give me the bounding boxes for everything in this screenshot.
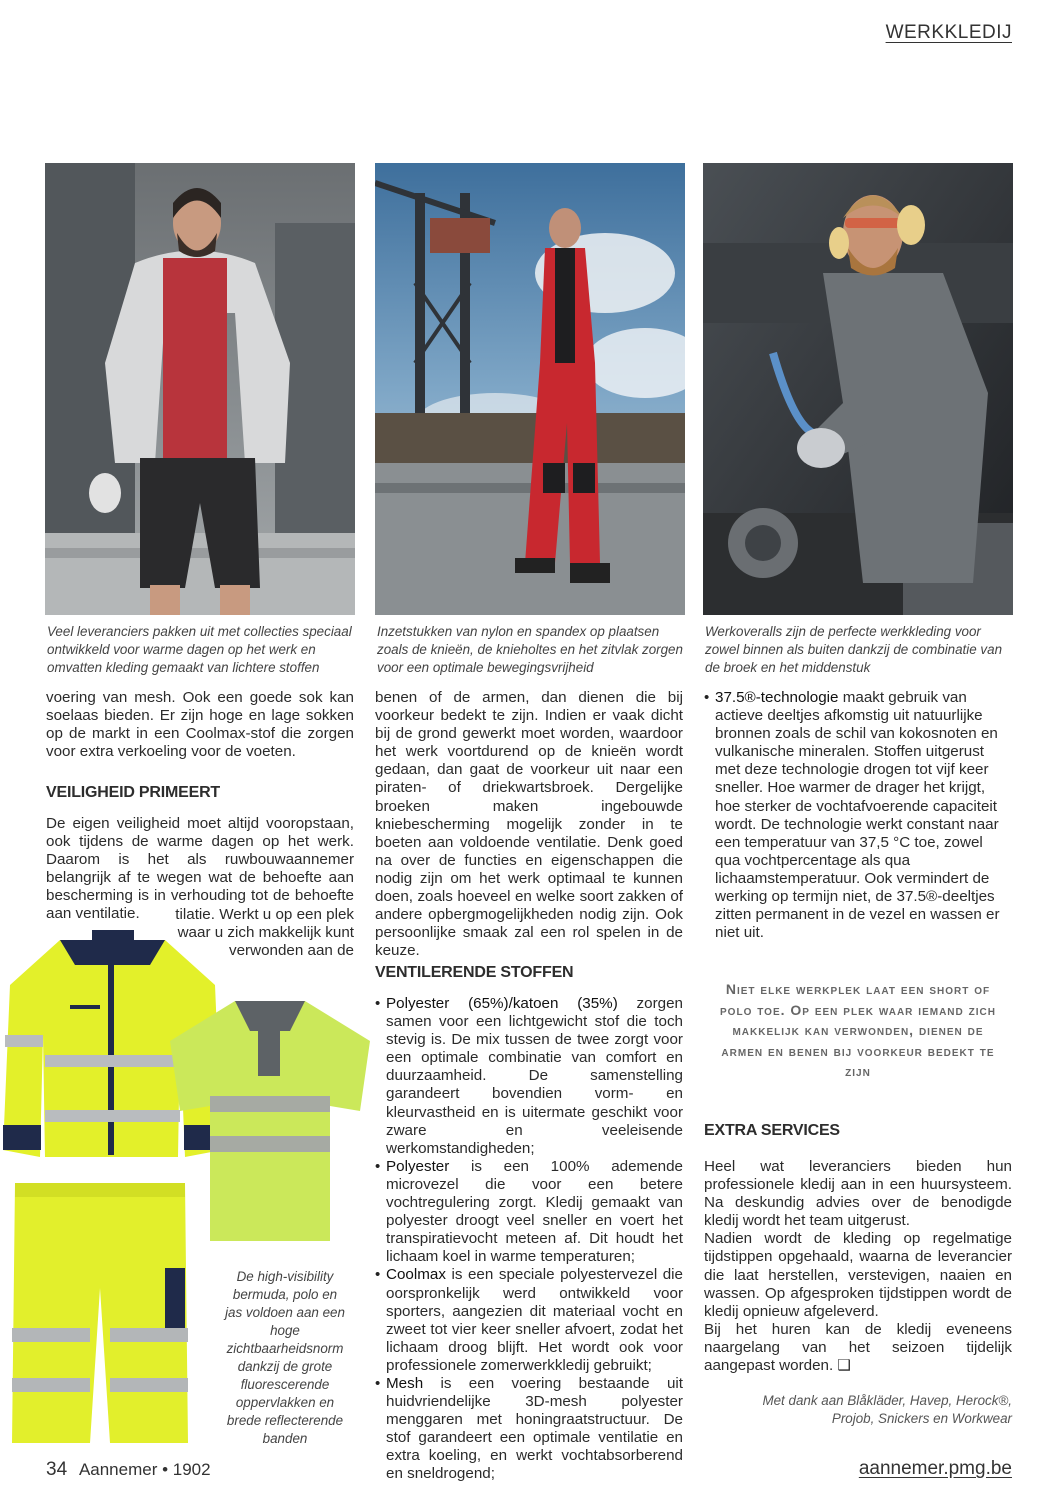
- list-item: • Mesh is een voering bestaande uit huidvriendelijke 3D-mesh polyester menggaren met honingraatstructuur. De stof garandeert een optimale ventilatie en extra koeling, en werkt vochtabsorberend en sneldrogend;: [375, 1375, 683, 1484]
- heading-veiligheid: VEILIGHEID PRIMEERT: [46, 784, 220, 801]
- list-item: • Polyester (65%)/katoen (35%) zorgen samen voor een lichtgewicht stof die toch stevig is. De mix tussen de twee zorgt voor een optimale combinatie van comfort en duurzaamheid. De samenstelling garandeert bovendien vorm- en kleurvastheid en is uitermate geschikt voor zware en veeleisende werkomstandigheden;: [375, 995, 683, 1158]
- photo-caption-2: Inzetstukken van nylon en spandex op plaatsen zoals de knieën, de knieholtes en het zitvlak zorgen voor een optimale bewegingsvrijheid: [377, 624, 683, 675]
- product-caption: De high-visibility bermuda, polo en jas voldoen aan een hoge zichtbaarheidsnorm dankzij de grote fluorescerende oppervlakken en brede reflecterende banden: [225, 1269, 345, 1446]
- col2-intro: benen of de armen, dan dienen die bij voorkeur bedekt te zijn. Indien er vaak dicht bij de grond gewerkt moet worden, waardoor het werk voortdurend op de knieën wordt gedaan, dan gaat de voorkeur uit naar een piraten- of driekwartsbroek. Dergelijke broeken maken ingebouwde kniebescherming mogelijk zonder in te boeten aan voldoende ventilatie. Denk goed na over de functies en eigenschappen die nodig zijn om het werk optimaal te kunnen doen, zoals hoeveel en welke soort zakken of andere opbergmogelijkheden nodig zijn. Ook persoonlijke smaak zal een rol spelen in de keuze.: [375, 689, 683, 960]
- magazine-issue: Aannemer • 1902: [78, 1460, 211, 1479]
- col1-para-tail: tilatie. Werkt u op een plek waar u zich makkelijk kunt verwonden aan de: [175, 906, 354, 960]
- photo-crane-worker: [375, 163, 685, 615]
- heading-extra-services: EXTRA SERVICES: [704, 1122, 840, 1139]
- photo-hoodie-worker: [45, 163, 355, 615]
- col1-para: De eigen veiligheid moet altijd vooropstaan, ook tijdens de warme dagen op het werk. Daarom is het als ruwbouwaannemer belangrijk af te wegen wat de behoefte aan bescherming is in verhouding tot de behoefte aan ventilatie.: [46, 815, 354, 923]
- website-link[interactable]: aannemer.pmg.be: [858, 1458, 1012, 1479]
- section-tag: WERKKLEDIJ: [885, 22, 1012, 43]
- heading-ventilerende: VENTILERENDE STOFFEN: [375, 964, 574, 981]
- photo-caption-3: Werkoveralls zijn de perfecte werkkleding voor zowel binnen als buiten dankzij de combinatie van de broek en het middenstuk: [705, 624, 1003, 675]
- pull-quote: Niet elke werkplek laat een short of polo toe. Op een plek waar iemand zich makkelijk kan verwonden, dienen de armen en benen bij voorkeur bedekt te zijn: [720, 981, 996, 1079]
- footer-left: [46, 1459, 211, 1481]
- technology-list: [704, 689, 1012, 942]
- acknowledgement: Met dank aan Blåkläder, Havep, Herock®, Projob, Snickers en Workwear: [762, 1393, 1012, 1426]
- list-item: • Polyester is een 100% ademende microvezel die voor een betere vochtregulering zorgt. Kledij gemaakt van polyester droogt veel sneller en voert het transpiratievocht meteen af. Dit houdt het lichaam koel in warme temperaturen;: [375, 1158, 683, 1267]
- photo-overall-worker: [703, 163, 1013, 615]
- col3-services: Heel wat leveranciers bieden hun professionele kledij aan in een huursysteem. Na deskundig advies over de benodigde kledij wordt het team uitgerust. Nadien wordt de kleding op regelmatige tijdstippen opgehaald, waarna de leverancier die laat herstellen, verstevigen, naaien en wassen. Op afgesproken tijdstippen wordt de kledij opnieuw afgeleverd. Bij het huren kan de kledij eveneens naargelang van het seizoen tijdelijk aangepast worden. ❑: [704, 1158, 1012, 1375]
- page-number: 34: [46, 1459, 68, 1480]
- fabric-list: [375, 995, 683, 1484]
- product-hiviz-bermuda: [10, 1178, 190, 1446]
- product-hiviz-polo: [165, 996, 375, 1246]
- col1-intro: voering van mesh. Ook een goede sok kan soelaas bieden. Er zijn hoge en lage sokken op de markt in een Coolmax-stof die zorgen voor extra verkoeling voor de voeten.: [46, 689, 354, 761]
- list-item: • Coolmax is een speciale polyestervezel die oorspronkelijk werd ontwikkeld voor sporters, aangezien dit materiaal vocht en zweet tot vier keer sneller afvoert, zodat het lichaam droog blijft. Het wordt ook voor professionele zomerwerkkledij gebruikt;: [375, 1266, 683, 1375]
- list-item: • 37.5®-technologie maakt gebruik van actieve deeltjes afkomstig uit natuurlijke bronnen zoals de schil van kokosnoten en vulkanische mineralen. Stoffen uitgerust met deze technologie drogen tot vijf keer sneller. Hoe warmer de drager het krijgt, hoe sterker de vochtafvoerende capaciteit wordt. De technologie werkt constant naar een temperatuur van 37,5 °C toe, zowel qua vochtpercentage als qua lichaamstemperatuur. Ook vermindert de werking op termijn niet, de 37.5®-deeltjes zitten permanent in de vezel en wassen er niet uit.: [704, 689, 1012, 942]
- photo-caption-1: Veel leveranciers pakken uit met collecties speciaal ontwikkeld voor warme dagen op het werk en omvatten kleding gemaakt van lichtere stoffen: [47, 624, 352, 675]
